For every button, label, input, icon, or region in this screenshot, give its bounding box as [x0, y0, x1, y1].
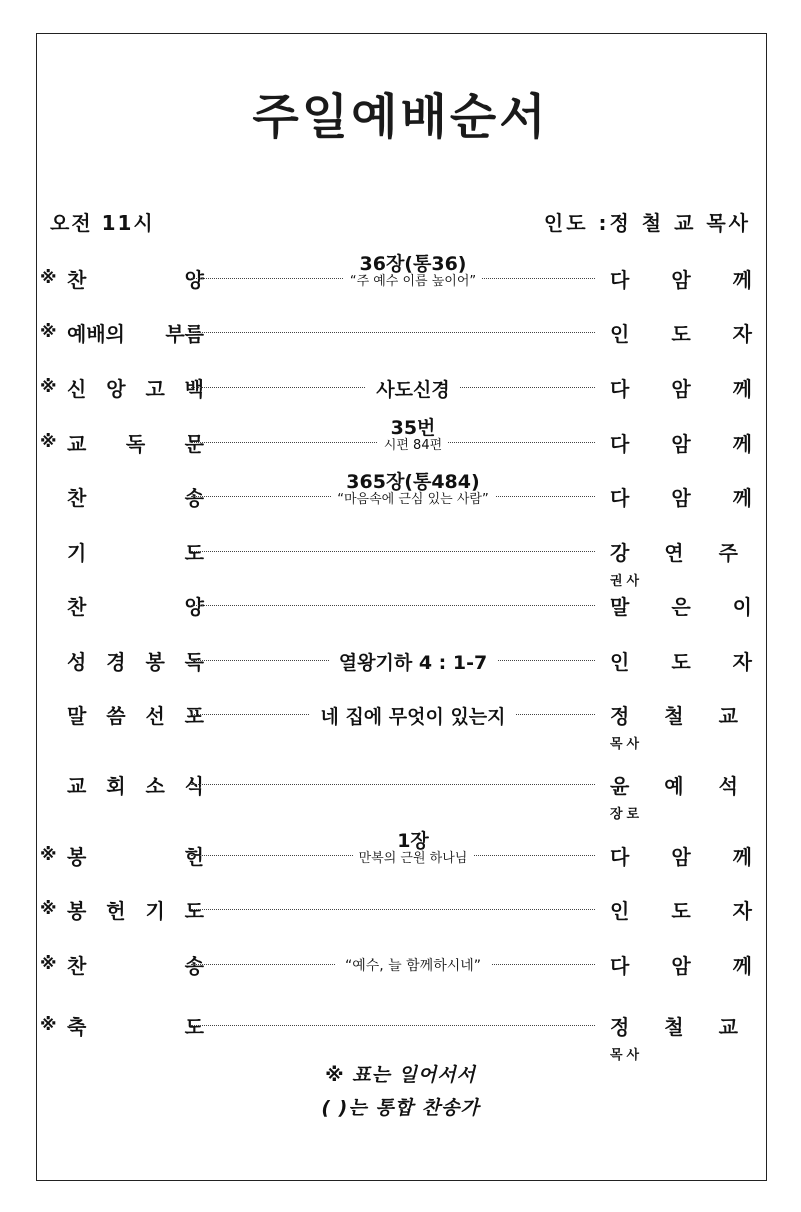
footer-note-hymnal: ( )는 통합 찬송가: [321, 1097, 480, 1119]
item-leader: 인 도 자: [610, 322, 752, 346]
item-label: 교 회 소 식: [67, 774, 204, 798]
leader-title: 목사: [610, 737, 644, 752]
standing-mark: ※: [40, 377, 57, 397]
standing-mark: ※: [40, 322, 57, 342]
service-row: [40, 312, 752, 352]
item-label: 봉 헌 기 도: [67, 899, 204, 923]
service-row: [40, 640, 752, 680]
service-row: [40, 253, 752, 298]
service-row: [40, 417, 752, 462]
item-content: [204, 694, 622, 728]
standing-mark: ※: [40, 954, 57, 974]
page-title: 주일예배순서: [252, 89, 549, 145]
item-content: [204, 471, 622, 510]
item-label: 교 독 문: [67, 432, 204, 456]
item-detail: 사도신경: [366, 375, 459, 402]
item-leader: 강 연 주 권사: [610, 541, 752, 589]
item-label: 봉 헌: [67, 845, 204, 869]
item-label: 기 도: [67, 541, 204, 565]
service-row: [40, 694, 752, 752]
item-label: 찬 송: [67, 486, 204, 510]
hymn-number: 36장(통36): [359, 253, 467, 275]
presider: 인도 :정 철 교 목사: [543, 211, 751, 235]
footer-note-standing: ※ 표는 일어서서: [325, 1064, 476, 1086]
item-detail: “예수, 늘 함께하시네”: [335, 955, 491, 975]
standing-mark: ※: [40, 1015, 57, 1035]
item-leader: 윤 예 석 장로: [610, 774, 752, 822]
item-detail: 열왕기하 4 : 1-7: [329, 648, 497, 675]
leader-title: 권사: [610, 574, 644, 589]
item-content: [204, 944, 622, 974]
item-label: 예배의 부름: [67, 322, 204, 346]
dotted-leader-line: [191, 551, 595, 552]
item-leader: 다 암 께: [610, 432, 752, 456]
service-row: [40, 1005, 752, 1063]
hymn-number: 35번: [390, 417, 436, 439]
service-row: [40, 471, 752, 516]
item-label: 성 경 봉 독: [67, 650, 204, 674]
item-leader: 말 은 이: [610, 595, 752, 619]
item-content: [204, 640, 622, 674]
item-leader: 다 암 께: [610, 377, 752, 401]
item-content: [204, 417, 622, 456]
item-leader: 정 철 교 목사: [610, 704, 752, 752]
item-leader: 다 암 께: [610, 845, 752, 869]
standing-mark: ※: [40, 845, 57, 865]
item-content: [204, 830, 622, 869]
service-row: [40, 889, 752, 929]
item-detail: 네 집에 무엇이 있는지: [310, 702, 515, 729]
item-label: 신 앙 고 백: [67, 377, 204, 401]
dotted-leader-line: [191, 1025, 595, 1026]
dotted-leader-line: [191, 909, 595, 910]
service-time: 오전 11시: [50, 211, 155, 235]
standing-mark: ※: [40, 432, 57, 452]
item-content: [204, 367, 622, 401]
item-label: 찬 양: [67, 268, 204, 292]
hymn-number: 1장: [397, 830, 429, 852]
dotted-leader-line: [191, 605, 595, 606]
item-label: 축 도: [67, 1015, 204, 1039]
item-leader: 인 도 자: [610, 899, 752, 923]
item-leader: 다 암 께: [610, 486, 752, 510]
hymn-title: “주 예수 이름 높이어”: [349, 274, 477, 289]
item-label: 말 씀 선 포: [67, 704, 204, 728]
hymn-title: “마음속에 근심 있는 사람”: [337, 492, 489, 507]
service-row: [40, 585, 752, 625]
item-label: 찬 송: [67, 954, 204, 978]
service-row: [40, 531, 752, 589]
item-leader: 인 도 자: [610, 650, 752, 674]
hymn-title: 만복의 근원 하나님: [358, 851, 468, 866]
item-leader: 정 철 교 목사: [610, 1015, 752, 1063]
leader-title: 목사: [610, 1048, 644, 1063]
service-row: [40, 764, 752, 822]
hymn-title: 시편 84편: [383, 438, 443, 453]
item-leader: 다 암 께: [610, 268, 752, 292]
item-content: [204, 253, 622, 292]
service-row: [40, 944, 752, 984]
leader-title: 장로: [610, 807, 644, 822]
item-label: 찬 양: [67, 595, 204, 619]
dotted-leader-line: [191, 784, 595, 785]
service-row: [40, 830, 752, 875]
hymn-number: 365장(통484): [346, 471, 480, 493]
standing-mark: ※: [40, 899, 57, 919]
dotted-leader-line: [191, 332, 595, 333]
item-leader: 다 암 께: [610, 954, 752, 978]
standing-mark: ※: [40, 268, 57, 288]
service-row: [40, 367, 752, 407]
